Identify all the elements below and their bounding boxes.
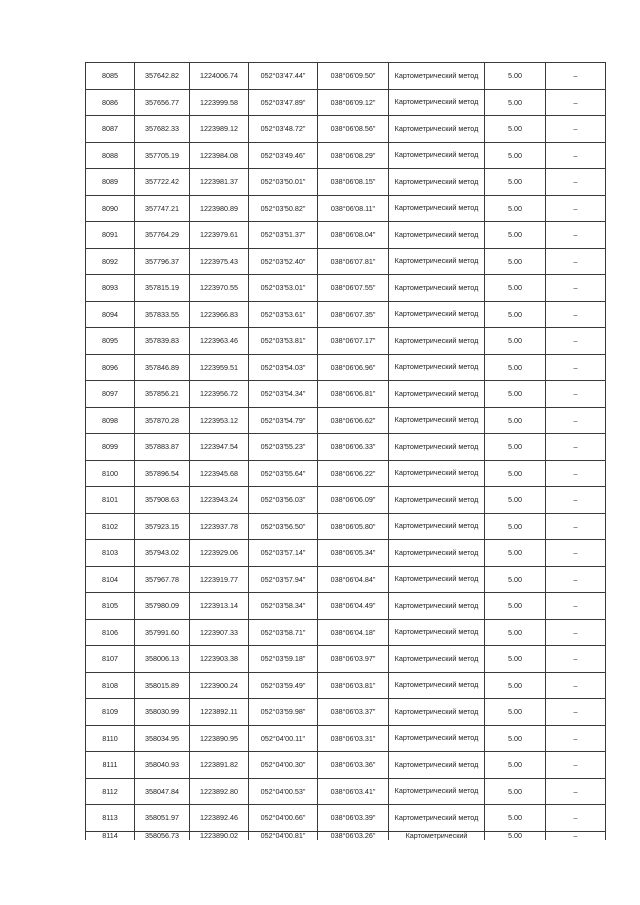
accuracy-cell: 5.00 <box>485 619 546 646</box>
method-cell: Картометрический метод <box>389 566 485 593</box>
y-coordinate-cell: 1223963.46 <box>190 328 249 355</box>
point-number-cell: 8093 <box>86 275 135 302</box>
table-row <box>86 381 606 408</box>
y-coordinate-cell: 1223890.95 <box>190 725 249 752</box>
note-cell: – <box>546 301 606 328</box>
note-cell: – <box>546 646 606 673</box>
point-number-cell: 8087 <box>86 116 135 143</box>
longitude-cell: 038°06'08.11" <box>318 195 389 222</box>
table-row <box>86 460 606 487</box>
point-number-cell: 8113 <box>86 805 135 832</box>
longitude-cell: 038°06'08.04" <box>318 222 389 249</box>
coordinates-table-page <box>85 62 605 840</box>
point-number-cell: 8111 <box>86 752 135 779</box>
accuracy-cell: 5.00 <box>485 116 546 143</box>
point-number-cell: 8102 <box>86 513 135 540</box>
point-number-cell: 8107 <box>86 646 135 673</box>
point-number-cell: 8108 <box>86 672 135 699</box>
method-cell: Картометрический метод <box>389 116 485 143</box>
longitude-cell: 038°06'04.84" <box>318 566 389 593</box>
latitude-cell: 052°04'00.66" <box>249 805 318 832</box>
y-coordinate-cell: 1223959.51 <box>190 354 249 381</box>
accuracy-cell: 5.00 <box>485 142 546 169</box>
point-number-cell: 8094 <box>86 301 135 328</box>
method-cell: Картометрический метод <box>389 248 485 275</box>
note-cell: – <box>546 566 606 593</box>
y-coordinate-cell: 1223999.58 <box>190 89 249 116</box>
latitude-cell: 052°03'53.81" <box>249 328 318 355</box>
method-cell: Картометрический метод <box>389 434 485 461</box>
x-coordinate-cell: 358034.95 <box>135 725 190 752</box>
table-row <box>86 778 606 805</box>
point-number-cell: 8098 <box>86 407 135 434</box>
note-cell: – <box>546 142 606 169</box>
latitude-cell: 052°03'50.82" <box>249 195 318 222</box>
table-row <box>86 328 606 355</box>
point-number-cell: 8112 <box>86 778 135 805</box>
table-row <box>86 222 606 249</box>
y-coordinate-cell: 1223943.24 <box>190 487 249 514</box>
point-number-cell: 8099 <box>86 434 135 461</box>
longitude-cell: 038°06'03.81" <box>318 672 389 699</box>
longitude-cell: 038°06'08.29" <box>318 142 389 169</box>
y-coordinate-cell: 1223892.46 <box>190 805 249 832</box>
point-number-cell: 8103 <box>86 540 135 567</box>
x-coordinate-cell: 357980.09 <box>135 593 190 620</box>
note-cell: – <box>546 778 606 805</box>
latitude-cell: 052°03'57.14" <box>249 540 318 567</box>
latitude-cell: 052°03'54.79" <box>249 407 318 434</box>
x-coordinate-cell: 357747.21 <box>135 195 190 222</box>
x-coordinate-cell: 358047.84 <box>135 778 190 805</box>
method-cell: Картометрический метод <box>389 725 485 752</box>
longitude-cell: 038°06'03.31" <box>318 725 389 752</box>
x-coordinate-cell: 357846.89 <box>135 354 190 381</box>
y-coordinate-cell: 1223984.08 <box>190 142 249 169</box>
table-row <box>86 275 606 302</box>
x-coordinate-cell: 357908.63 <box>135 487 190 514</box>
point-number-cell: 8095 <box>86 328 135 355</box>
note-cell: – <box>546 752 606 779</box>
x-coordinate-cell: 357642.82 <box>135 63 190 90</box>
accuracy-cell: 5.00 <box>485 513 546 540</box>
table-row <box>86 725 606 752</box>
accuracy-cell: 5.00 <box>485 195 546 222</box>
y-coordinate-cell: 1223937.78 <box>190 513 249 540</box>
latitude-cell: 052°03'56.50" <box>249 513 318 540</box>
table-row <box>86 619 606 646</box>
longitude-cell: 038°06'07.55" <box>318 275 389 302</box>
latitude-cell: 052°03'54.34" <box>249 381 318 408</box>
note-cell: – <box>546 540 606 567</box>
accuracy-cell: 5.00 <box>485 275 546 302</box>
longitude-cell: 038°06'06.22" <box>318 460 389 487</box>
point-number-cell: 8091 <box>86 222 135 249</box>
note-cell: – <box>546 248 606 275</box>
longitude-cell: 038°06'07.35" <box>318 301 389 328</box>
note-cell: – <box>546 699 606 726</box>
note-cell: – <box>546 328 606 355</box>
accuracy-cell: 5.00 <box>485 566 546 593</box>
note-cell: – <box>546 354 606 381</box>
latitude-cell: 052°03'57.94" <box>249 566 318 593</box>
table-row <box>86 248 606 275</box>
y-coordinate-cell: 1223947.54 <box>190 434 249 461</box>
note-cell: – <box>546 487 606 514</box>
y-coordinate-cell: 1223903.38 <box>190 646 249 673</box>
accuracy-cell: 5.00 <box>485 460 546 487</box>
point-number-cell: 8100 <box>86 460 135 487</box>
method-cell: Картометрический метод <box>389 89 485 116</box>
longitude-cell: 038°06'03.26" <box>318 831 389 840</box>
longitude-cell: 038°06'03.97" <box>318 646 389 673</box>
latitude-cell: 052°03'47.44" <box>249 63 318 90</box>
accuracy-cell: 5.00 <box>485 725 546 752</box>
accuracy-cell: 5.00 <box>485 63 546 90</box>
table-row <box>86 699 606 726</box>
method-cell: Картометрический метод <box>389 169 485 196</box>
note-cell: – <box>546 619 606 646</box>
longitude-cell: 038°06'03.41" <box>318 778 389 805</box>
y-coordinate-cell: 1223890.02 <box>190 831 249 840</box>
x-coordinate-cell: 357991.60 <box>135 619 190 646</box>
latitude-cell: 052°03'58.34" <box>249 593 318 620</box>
x-coordinate-cell: 357722.42 <box>135 169 190 196</box>
latitude-cell: 052°03'53.01" <box>249 275 318 302</box>
longitude-cell: 038°06'03.36" <box>318 752 389 779</box>
x-coordinate-cell: 357682.33 <box>135 116 190 143</box>
method-cell: Картометрический метод <box>389 142 485 169</box>
x-coordinate-cell: 357796.37 <box>135 248 190 275</box>
accuracy-cell: 5.00 <box>485 354 546 381</box>
method-cell: Картометрический метод <box>389 513 485 540</box>
method-cell: Картометрический метод <box>389 222 485 249</box>
note-cell: – <box>546 831 606 840</box>
y-coordinate-cell: 1223979.61 <box>190 222 249 249</box>
note-cell: – <box>546 460 606 487</box>
table-row <box>86 831 606 840</box>
x-coordinate-cell: 357815.19 <box>135 275 190 302</box>
table-row <box>86 593 606 620</box>
table-row <box>86 513 606 540</box>
method-cell: Картометрический метод <box>389 195 485 222</box>
method-cell: Картометрический метод <box>389 805 485 832</box>
method-cell: Картометрический метод <box>389 381 485 408</box>
accuracy-cell: 5.00 <box>485 328 546 355</box>
accuracy-cell: 5.00 <box>485 301 546 328</box>
latitude-cell: 052°03'59.49" <box>249 672 318 699</box>
note-cell: – <box>546 63 606 90</box>
point-number-cell: 8092 <box>86 248 135 275</box>
latitude-cell: 052°04'00.53" <box>249 778 318 805</box>
method-cell: Картометрический метод <box>389 354 485 381</box>
accuracy-cell: 5.00 <box>485 831 546 840</box>
y-coordinate-cell: 1223891.82 <box>190 752 249 779</box>
x-coordinate-cell: 357833.55 <box>135 301 190 328</box>
y-coordinate-cell: 1223953.12 <box>190 407 249 434</box>
point-number-cell: 8110 <box>86 725 135 752</box>
table-row <box>86 805 606 832</box>
y-coordinate-cell: 1223892.80 <box>190 778 249 805</box>
x-coordinate-cell: 358030.99 <box>135 699 190 726</box>
x-coordinate-cell: 357656.77 <box>135 89 190 116</box>
longitude-cell: 038°06'08.56" <box>318 116 389 143</box>
method-cell: Картометрический метод <box>389 752 485 779</box>
latitude-cell: 052°03'51.37" <box>249 222 318 249</box>
longitude-cell: 038°06'05.80" <box>318 513 389 540</box>
accuracy-cell: 5.00 <box>485 778 546 805</box>
point-number-cell: 8089 <box>86 169 135 196</box>
longitude-cell: 038°06'07.81" <box>318 248 389 275</box>
x-coordinate-cell: 357896.54 <box>135 460 190 487</box>
y-coordinate-cell: 1223900.24 <box>190 672 249 699</box>
accuracy-cell: 5.00 <box>485 381 546 408</box>
accuracy-cell: 5.00 <box>485 540 546 567</box>
y-coordinate-cell: 1223913.14 <box>190 593 249 620</box>
y-coordinate-cell: 1223945.68 <box>190 460 249 487</box>
coordinates-table <box>85 62 606 840</box>
longitude-cell: 038°06'03.39" <box>318 805 389 832</box>
method-cell: Картометрический метод <box>389 540 485 567</box>
longitude-cell: 038°06'07.17" <box>318 328 389 355</box>
accuracy-cell: 5.00 <box>485 593 546 620</box>
method-cell: Картометрический метод <box>389 328 485 355</box>
method-cell: Картометрический метод <box>389 63 485 90</box>
table-row <box>86 566 606 593</box>
note-cell: – <box>546 805 606 832</box>
accuracy-cell: 5.00 <box>485 487 546 514</box>
note-cell: – <box>546 195 606 222</box>
note-cell: – <box>546 169 606 196</box>
note-cell: – <box>546 725 606 752</box>
latitude-cell: 052°03'54.03" <box>249 354 318 381</box>
method-cell: Картометрический <box>389 831 485 840</box>
latitude-cell: 052°04'00.11" <box>249 725 318 752</box>
y-coordinate-cell: 1223989.12 <box>190 116 249 143</box>
method-cell: Картометрический метод <box>389 778 485 805</box>
accuracy-cell: 5.00 <box>485 699 546 726</box>
latitude-cell: 052°03'53.61" <box>249 301 318 328</box>
longitude-cell: 038°06'06.81" <box>318 381 389 408</box>
point-number-cell: 8085 <box>86 63 135 90</box>
method-cell: Картометрический метод <box>389 460 485 487</box>
x-coordinate-cell: 357705.19 <box>135 142 190 169</box>
table-row <box>86 540 606 567</box>
point-number-cell: 8104 <box>86 566 135 593</box>
x-coordinate-cell: 358051.97 <box>135 805 190 832</box>
x-coordinate-cell: 358006.13 <box>135 646 190 673</box>
x-coordinate-cell: 358056.73 <box>135 831 190 840</box>
note-cell: – <box>546 275 606 302</box>
x-coordinate-cell: 357883.87 <box>135 434 190 461</box>
point-number-cell: 8088 <box>86 142 135 169</box>
x-coordinate-cell: 357870.28 <box>135 407 190 434</box>
longitude-cell: 038°06'06.09" <box>318 487 389 514</box>
point-number-cell: 8101 <box>86 487 135 514</box>
accuracy-cell: 5.00 <box>485 89 546 116</box>
y-coordinate-cell: 1223981.37 <box>190 169 249 196</box>
longitude-cell: 038°06'06.62" <box>318 407 389 434</box>
note-cell: – <box>546 116 606 143</box>
latitude-cell: 052°03'55.64" <box>249 460 318 487</box>
table-row <box>86 63 606 90</box>
accuracy-cell: 5.00 <box>485 672 546 699</box>
y-coordinate-cell: 1223956.72 <box>190 381 249 408</box>
note-cell: – <box>546 434 606 461</box>
latitude-cell: 052°04'00.81" <box>249 831 318 840</box>
table-row <box>86 169 606 196</box>
longitude-cell: 038°06'09.50" <box>318 63 389 90</box>
latitude-cell: 052°03'59.98" <box>249 699 318 726</box>
x-coordinate-cell: 358015.89 <box>135 672 190 699</box>
longitude-cell: 038°06'09.12" <box>318 89 389 116</box>
method-cell: Картометрический метод <box>389 487 485 514</box>
method-cell: Картометрический метод <box>389 672 485 699</box>
table-row <box>86 407 606 434</box>
x-coordinate-cell: 357764.29 <box>135 222 190 249</box>
point-number-cell: 8106 <box>86 619 135 646</box>
longitude-cell: 038°06'06.96" <box>318 354 389 381</box>
x-coordinate-cell: 357839.83 <box>135 328 190 355</box>
table-row <box>86 301 606 328</box>
table-row <box>86 752 606 779</box>
method-cell: Картометрический метод <box>389 699 485 726</box>
longitude-cell: 038°06'08.15" <box>318 169 389 196</box>
accuracy-cell: 5.00 <box>485 752 546 779</box>
y-coordinate-cell: 1223929.06 <box>190 540 249 567</box>
y-coordinate-cell: 1223907.33 <box>190 619 249 646</box>
longitude-cell: 038°06'06.33" <box>318 434 389 461</box>
table-row <box>86 89 606 116</box>
table-row <box>86 487 606 514</box>
longitude-cell: 038°06'04.18" <box>318 619 389 646</box>
y-coordinate-cell: 1224006.74 <box>190 63 249 90</box>
y-coordinate-cell: 1223919.77 <box>190 566 249 593</box>
note-cell: – <box>546 381 606 408</box>
latitude-cell: 052°03'55.23" <box>249 434 318 461</box>
latitude-cell: 052°03'50.01" <box>249 169 318 196</box>
x-coordinate-cell: 357943.02 <box>135 540 190 567</box>
note-cell: – <box>546 222 606 249</box>
latitude-cell: 052°04'00.30" <box>249 752 318 779</box>
y-coordinate-cell: 1223970.55 <box>190 275 249 302</box>
coordinates-table-body <box>86 63 606 840</box>
x-coordinate-cell: 357856.21 <box>135 381 190 408</box>
table-row <box>86 434 606 461</box>
method-cell: Картометрический метод <box>389 407 485 434</box>
longitude-cell: 038°06'05.34" <box>318 540 389 567</box>
table-row <box>86 116 606 143</box>
table-row <box>86 354 606 381</box>
point-number-cell: 8086 <box>86 89 135 116</box>
table-row <box>86 142 606 169</box>
x-coordinate-cell: 357923.15 <box>135 513 190 540</box>
note-cell: – <box>546 593 606 620</box>
x-coordinate-cell: 358040.93 <box>135 752 190 779</box>
method-cell: Картометрический метод <box>389 619 485 646</box>
point-number-cell: 8096 <box>86 354 135 381</box>
note-cell: – <box>546 407 606 434</box>
method-cell: Картометрический метод <box>389 275 485 302</box>
accuracy-cell: 5.00 <box>485 646 546 673</box>
y-coordinate-cell: 1223966.83 <box>190 301 249 328</box>
method-cell: Картометрический метод <box>389 593 485 620</box>
y-coordinate-cell: 1223975.43 <box>190 248 249 275</box>
latitude-cell: 052°03'56.03" <box>249 487 318 514</box>
accuracy-cell: 5.00 <box>485 407 546 434</box>
method-cell: Картометрический метод <box>389 301 485 328</box>
latitude-cell: 052°03'52.40" <box>249 248 318 275</box>
note-cell: – <box>546 513 606 540</box>
longitude-cell: 038°06'04.49" <box>318 593 389 620</box>
latitude-cell: 052°03'58.71" <box>249 619 318 646</box>
latitude-cell: 052°03'49.46" <box>249 142 318 169</box>
point-number-cell: 8105 <box>86 593 135 620</box>
y-coordinate-cell: 1223980.89 <box>190 195 249 222</box>
longitude-cell: 038°06'03.37" <box>318 699 389 726</box>
y-coordinate-cell: 1223892.11 <box>190 699 249 726</box>
table-row <box>86 646 606 673</box>
note-cell: – <box>546 89 606 116</box>
point-number-cell: 8109 <box>86 699 135 726</box>
latitude-cell: 052°03'59.18" <box>249 646 318 673</box>
point-number-cell: 8090 <box>86 195 135 222</box>
note-cell: – <box>546 672 606 699</box>
point-number-cell: 8097 <box>86 381 135 408</box>
accuracy-cell: 5.00 <box>485 222 546 249</box>
latitude-cell: 052°03'47.89" <box>249 89 318 116</box>
table-row <box>86 195 606 222</box>
accuracy-cell: 5.00 <box>485 169 546 196</box>
latitude-cell: 052°03'48.72" <box>249 116 318 143</box>
accuracy-cell: 5.00 <box>485 248 546 275</box>
table-row <box>86 672 606 699</box>
method-cell: Картометрический метод <box>389 646 485 673</box>
point-number-cell: 8114 <box>86 831 135 840</box>
x-coordinate-cell: 357967.78 <box>135 566 190 593</box>
accuracy-cell: 5.00 <box>485 434 546 461</box>
accuracy-cell: 5.00 <box>485 805 546 832</box>
